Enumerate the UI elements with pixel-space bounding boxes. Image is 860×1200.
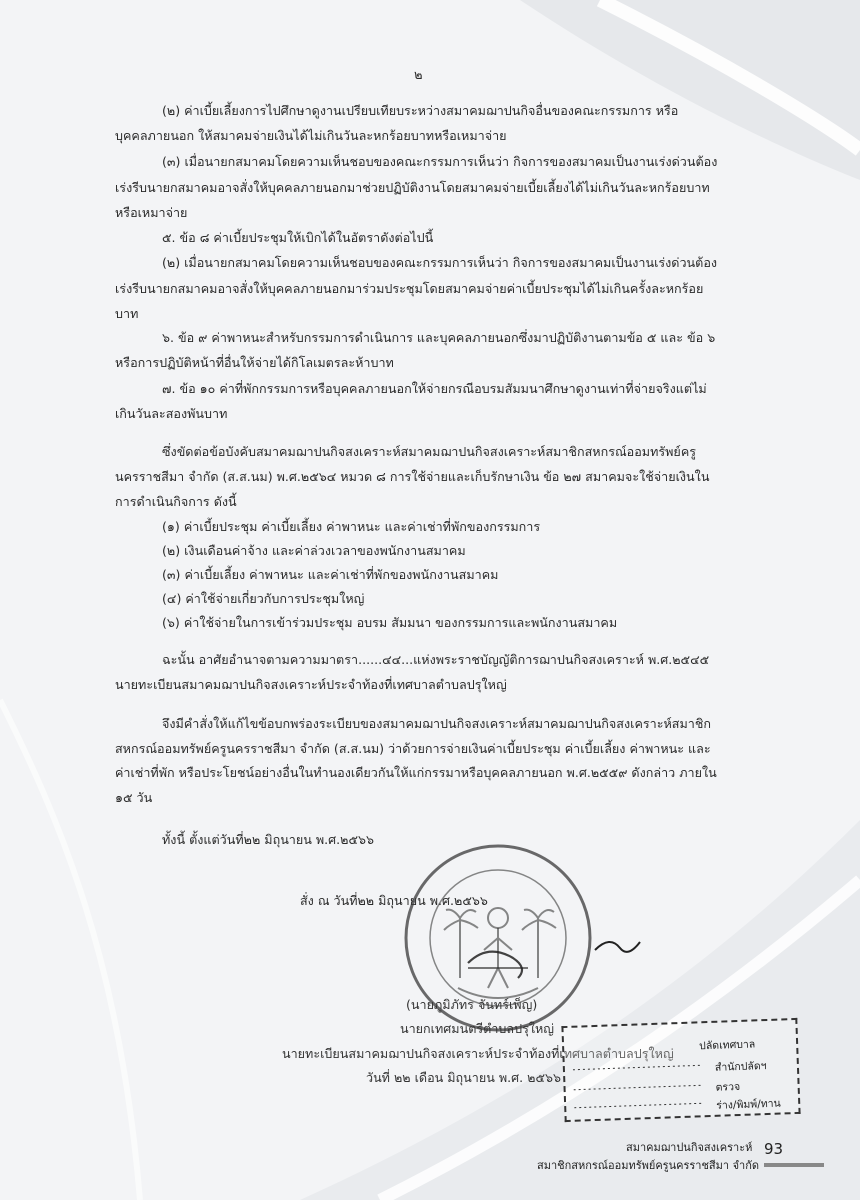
stamp-dotted-lines-icon [572,1045,714,1116]
page-number: 93 [764,1140,784,1158]
routing-stamp [561,1018,800,1122]
text-line: ๗. ข้อ ๑๐ ค่าที่พักกรรมการหรือบุคคลภายนอกให้จ่ายกรณีอบรมสัมมนาศึกษาดูงานเท่าที่จ่ายจริงแต่ไม่ [162,381,707,396]
footer-bar [764,1163,824,1167]
stamp-row: ตรวจ [715,1080,741,1094]
stamp-row: ร่าง/พิมพ์/ทาน [716,1097,781,1112]
list-item: (๔) ค่าใช้จ่ายเกี่ยวกับการประชุมใหญ่ [162,591,365,606]
order-date: สั่ง ณ วันที่๒๒ มิถุนายน พ.ศ.๒๕๖๖ [300,893,488,908]
list-item: (๑) ค่าเบี้ยประชุม ค่าเบี้ยเลี้ยง ค่าพาหนะ และค่าเช่าที่พักของกรรมการ [162,519,541,534]
text-line: จึงมีคำสั่งให้แก้ไขข้อบกพร่องระเบียบของสมาคมฌาปนกิจสงเคราะห์สมาคมฌาปนกิจสงเคราะห์สมาชิก [162,716,712,731]
text-line: ค่าเช่าที่พัก หรือประโยชน์อย่างอื่นในทำนองเดียวกันให้แก่กรรมาหรือบุคคลภายนอก พ.ศ.๒๕๕๙ ดังกล่าว ภายใน [115,765,717,780]
text-line: บาท [115,306,139,321]
list-item: (๓) ค่าเบี้ยเลี้ยง ค่าพาหนะ และค่าเช่าที่พักของพนักงานสมาคม [162,567,499,582]
stamp-row: สำนักปลัดฯ [714,1060,767,1074]
signatory-position: นายกเทศมนตรีตำบลปรุใหญ่ [400,1021,555,1036]
text-line: นครราชสีมา จำกัด (ส.ส.นม) พ.ศ.๒๕๖๔ หมวด ๘ การใช้จ่ายและเก็บรักษาเงิน ข้อ ๒๗ สมาคมจะใช้จ่ายเงินใน [115,469,710,484]
text-line: หรือเหมาจ่าย [115,205,188,220]
stamp-row: ปลัดเทศบาล [698,1038,756,1053]
signature-icon [590,930,650,970]
text-line: ๑๕ วัน [115,790,153,805]
text-line: การดำเนินกิจการ ดังนี้ [115,494,237,509]
footer-org: สมาคมฌาปนกิจสงเคราะห์ [626,1141,753,1154]
text-line: (๒) ค่าเบี้ยเลี้ยงการไปศึกษาดูงานเปรียบเทียบระหว่างสมาคมฌาปนกิจอื่นของคณะกรรมการ หรือ [162,103,679,118]
text-line: สหกรณ์ออมทรัพย์ครูนครราชสีมา จำกัด (ส.ส.นม) ว่าด้วยการจ่ายเงินค่าเบี้ยประชุม ค่าเบี้ยเลี้ยง ค่าพาหนะ และ [115,741,711,756]
text-line: เกินวันละสองพันบาท [115,406,228,421]
text-line: (๓) เมื่อนายกสมาคมโดยความเห็นชอบของคณะกรรมการเห็นว่า กิจการของสมาคมเป็นงานเร่งด่วนต้อง [162,154,718,169]
text-line: (๒) เมื่อนายกสมาคมโดยความเห็นชอบของคณะกรรมการเห็นว่า กิจการของสมาคมเป็นงานเร่งด่วนต้อง [162,255,718,270]
text-line: บุคคลภายนอก ให้สมาคมจ่ายเงินได้ไม่เกินวันละหกร้อยบาทหรือเหมาจ่าย [115,128,507,143]
list-item: (๒) เงินเดือนค่าจ้าง และค่าล่วงเวลาของพนักงานสมาคม [162,543,466,558]
signatory-name: (นายภูมิภัทร จันทร์เพ็ญ) [406,997,538,1012]
text-line: หรือการปฏิบัติหน้าที่อื่นให้จ่ายได้กิโลเมตรละห้าบาท [115,355,394,370]
text-line: ๕. ข้อ ๘ ค่าเบี้ยประชุมให้เบิกได้ในอัตราดังต่อไปนี้ [162,230,434,245]
effective-date: ทั้งนี้ ตั้งแต่วันที่๒๒ มิถุนายน พ.ศ.๒๕๖๖ [162,832,374,847]
text-line: เร่งรีบนายกสมาคมอาจสั่งให้บุคคลภายนอกมาช่วยปฏิบัติงานโดยสมาคมจ่ายเบี้ยเลี้ยงได้ไม่เกินวันละหกร้อยบาท [115,180,710,195]
list-item: (๖) ค่าใช้จ่ายในการเข้าร่วมประชุม อบรม สัมมนา ของกรรมการและพนักงานสมาคม [162,615,618,630]
signature-date: วันที่ ๒๒ เดือน มิถุนายน พ.ศ. ๒๕๖๖ [366,1070,561,1085]
page-marker: ๒ [414,68,423,83]
text-line: ๖. ข้อ ๙ ค่าพาหนะสำหรับกรรมการดำเนินการ และบุคคลภายนอกซึ่งมาปฏิบัติงานตามข้อ ๕ และ ข้อ ๖ [162,330,716,345]
footer-org-full: สมาชิกสหกรณ์ออมทรัพย์ครูนครราชสีมา จำกัด [537,1159,759,1172]
text-line: ฉะนั้น อาศัยอำนาจตามความมาตรา......๔๔...แห่งพระราชบัญญัติการฌาปนกิจสงเคราะห์ พ.ศ.๒๕๔๕ [162,652,710,667]
text-line: ซึ่งขัดต่อข้อบังคับสมาคมฌาปนกิจสงเคราะห์สมาคมฌาปนกิจสงเคราะห์สมาชิกสหกรณ์ออมทรัพย์ครู [162,444,697,459]
text-line: เร่งรีบนายกสมาคมอาจสั่งให้บุคคลภายนอกมาร่วมประชุมโดยสมาคมจ่ายค่าเบี้ยประชุมได้ไม่เกินครั้งละหกร้อย [115,281,704,296]
signatory-registrar: นายทะเบียนสมาคมฌาปนกิจสงเคราะห์ประจำท้องที่เทศบาลตำบลปรุใหญ่ [282,1046,674,1061]
text-line: นายทะเบียนสมาคมฌาปนกิจสงเคราะห์ประจำท้องที่เทศบาลตำบลปรุใหญ่ [115,677,507,692]
